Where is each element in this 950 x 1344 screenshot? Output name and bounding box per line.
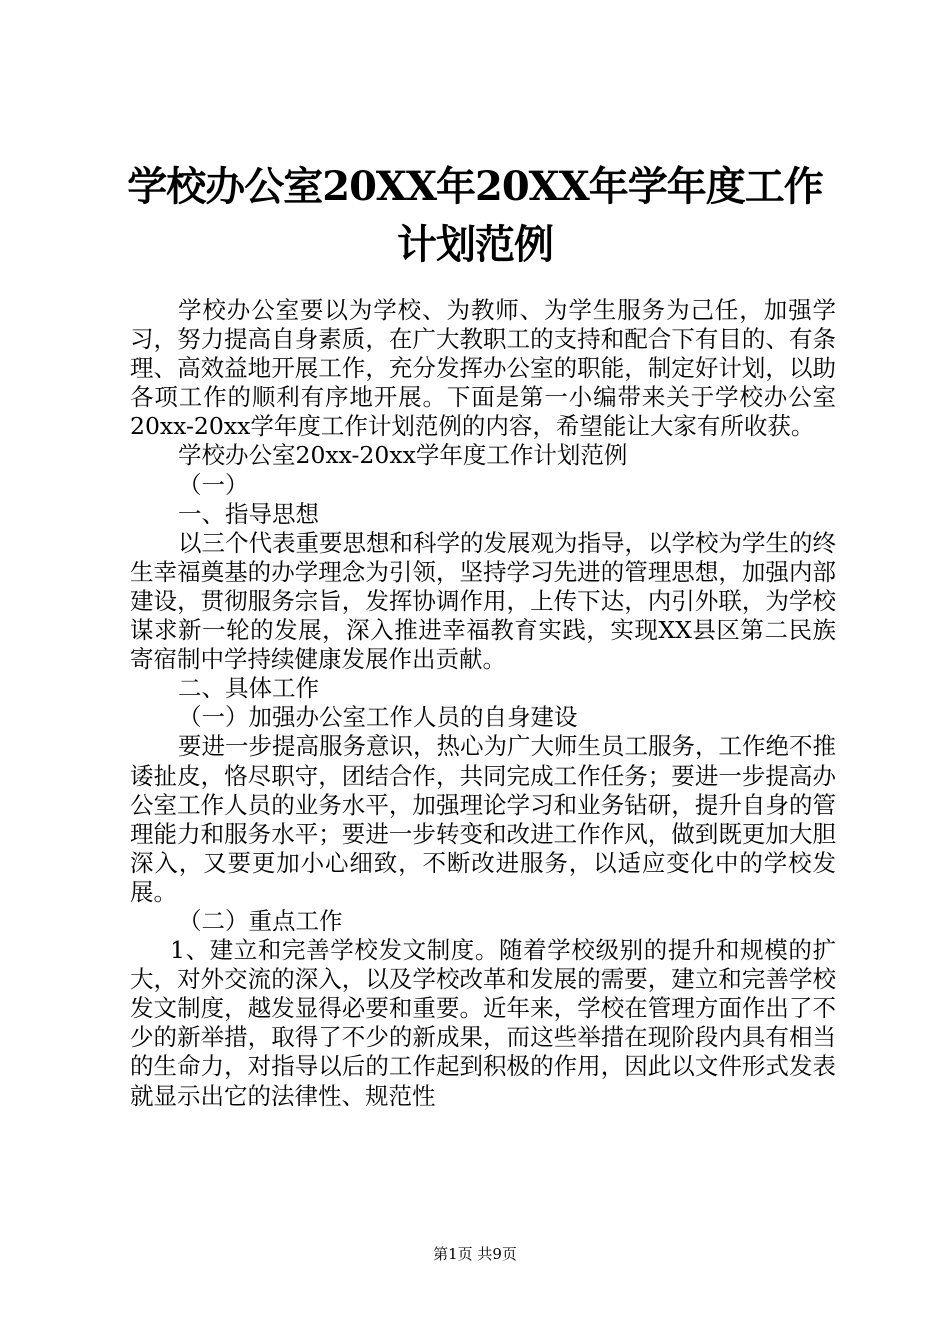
section-heading-plan: 学校办公室20xx-20xx学年度工作计划范例 [178, 441, 628, 470]
subheading-self-construction: （一）加强办公室工作人员的自身建设 [178, 703, 578, 732]
page-number-footer: 第1页 共9页 [433, 1245, 517, 1263]
section-heading-part-one: （一） [178, 470, 249, 499]
paragraph-document-system: 1、建立和完善学校发文制度。随着学校级别的提升和规模的扩大，对外交流的深入，以及学校改革和发展的需要，建立和完善学校发文制度，越发显得必要和重要。近年来，学校在管理方面作出了不少的新举措，取得了不少的新成果，而这些举措在现阶段内具有相当的生命力，对指导以后的工作起到积极的作用，因此以文件形式发表就显示出它的法律性、规范性 [130, 936, 836, 1110]
subheading-key-work: （二）重点工作 [178, 906, 343, 935]
section-heading-specific-work: 二、具体工作 [178, 674, 319, 703]
paragraph-self-construction: 要进一步提高服务意识，热心为广大师生员工服务，工作绝不推诿扯皮，恪尽职守，团结合作，共同完成工作任务；要进一步提高办公室工作人员的业务水平，加强理论学习和业务钻研，提升自身的管理能力和服务水平；要进一步转变和改进工作作风，做到既更加大胆深入，又要更加小心细致，不断改进服务，以适应变化中的学校发展。 [130, 732, 836, 906]
document-body [130, 296, 836, 1111]
document-title: 学校办公室20XX年20XX年学年度工作计划范例 [127, 163, 823, 268]
intro-paragraph: 学校办公室要以为学校、为教师、为学生服务为己任，加强学习，努力提高自身素质，在广大教职工的支持和配合下有目的、有条理、高效益地开展工作，充分发挥办公室的职能，制定好计划，以助各项工作的顺利有序地开展。下面是第一小编带来关于学校办公室20xx-20xx学年度工作计划范例的内容，希望能让大家有所收获。 [130, 296, 836, 441]
section-heading-guiding-ideology: 一、指导思想 [178, 499, 319, 528]
paragraph-guiding-ideology: 以三个代表重要思想和科学的发展观为指导，以学校为学生的终生幸福奠基的办学理念为引领，坚持学习先进的管理思想，加强内部建设，贯彻服务宗旨，发挥协调作用，上传下达，内引外联，为学校谋求新一轮的发展，深入推进幸福教育实践，实现XX县区第二民族寄宿制中学持续健康发展作出贡献。 [130, 528, 836, 674]
